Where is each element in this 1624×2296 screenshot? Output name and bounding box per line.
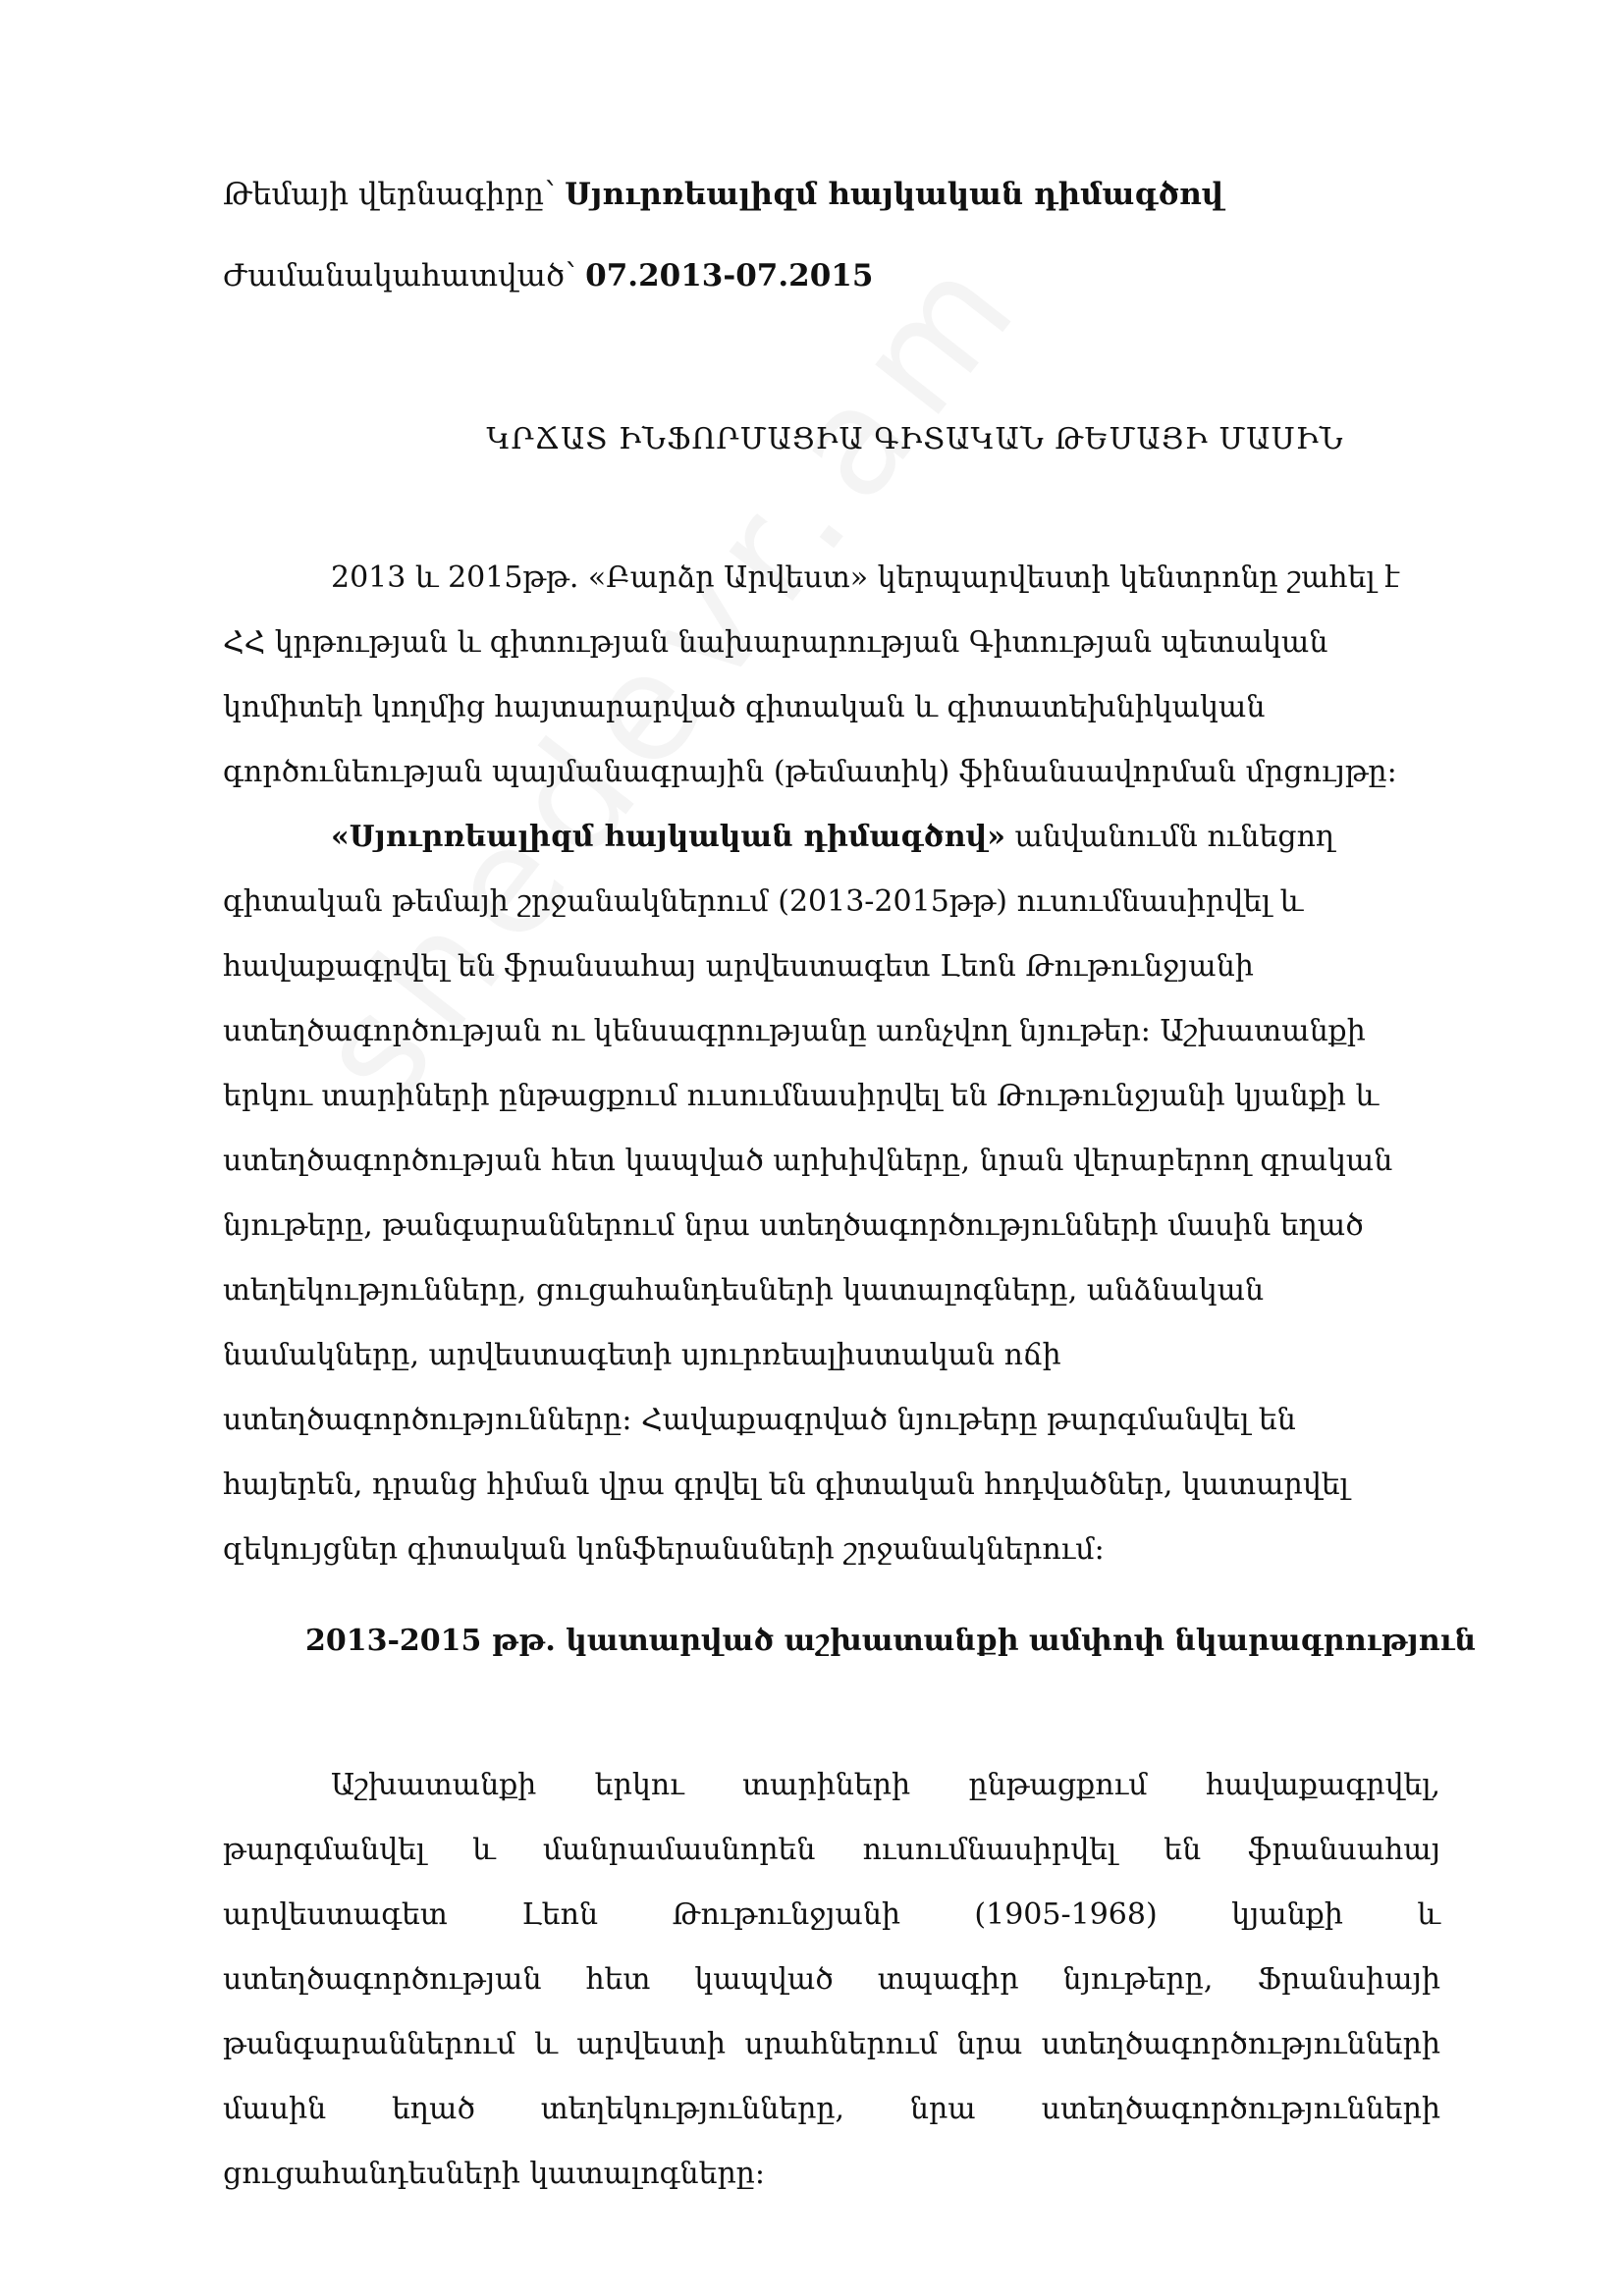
period-label: Ժամանակահատված՝	[223, 258, 576, 294]
topic-label: Թեմայի վերնագիրը՝	[223, 177, 556, 212]
paragraph: Աշխատանքի երկու տարիների ընթացքում հավաքագրվել, թարգմանվել և մանրամասնորեն ուսումնասիրվել են ֆրանսահայ արվեստագետ Լեոն Թութունջյանի (1905-1968) կյանքի և ստեղծագործության հետ կապված տպագիր նյութերը, Ֆրանսիայի թանգարաններում և արվեստի սրահներում նրա ստեղծագործությունների մասին եղած տեղեկությունները, նրա ստեղծագործությունների ցուցահանդեսների կատալոգները:	[223, 1768, 1440, 2191]
period-line	[223, 256, 873, 295]
paragraph: 2013 և 2015թթ. «Բարձր Արվեստ» կերպարվեստի կենտրոնը շահել է ՀՀ կրթության և գիտության նախարարության Գիտության պետական կոմիտեի կողմից հայտարարված գիտական և գիտատեխնիկական գործունեության պայմանագրային (թեմատիկ) ֆինանսավորման մրցույթը:	[223, 561, 1400, 789]
section1-body	[223, 546, 1440, 1582]
section-heading-summary: 2013-2015 թթ. կատարված աշխատանքի ամփոփ նկարագրություն	[304, 1624, 1477, 1658]
period-value: 07.2013-07.2015	[585, 258, 874, 294]
section-heading-brief-info: ԿՐՃԱՏ ԻՆՖՈՐՄԱՑԻԱ ԳԻՏԱԿԱՆ ԹԵՄԱՅԻ ՄԱՍԻՆ	[486, 422, 1344, 456]
topic-title-bold: «Սյուրռեալիզմ հայկական դիմագծով»	[331, 820, 1005, 854]
topic-value: Սյուրռեալիզմ հայկական դիմագծով	[565, 177, 1224, 212]
topic-line	[223, 175, 1223, 214]
paragraph: «Սյուրռեալիզմ հայկական դիմագծով» անվանումն ունեցող գիտական թեմայի շրջանակներում (2013-2015թթ) ուսումնասիրվել և հավաքագրվել են ֆրանսահայ արվեստագետ Լեոն Թութունջյանի ստեղծագործության ու կենսագրությանը առնչվող նյութեր: Աշխատանքի երկու տարիների ընթացքում ուսումնասիրվել են Թութունջյանի կյանքի և ստեղծագործության հետ կապված արխիվները, նրան վերաբերող գրական նյութերը, թանգարաններում նրա ստեղծագործությունների մասին եղած տեղեկությունները, ցուցահանդեսների կատալոգները, անձնական նամակները, արվեստագետի սյուրռեալիստական ոճի ստեղծագործությունները: Հավաքագրված նյութերը թարգմանվել են հայերեն, դրանց հիման վրա գրվել են գիտական հոդվածներ, կատարվել զեկույցներ գիտական կոնֆերանսների շրջանակներում:	[223, 820, 1393, 1567]
section2-body	[223, 1753, 1440, 2207]
